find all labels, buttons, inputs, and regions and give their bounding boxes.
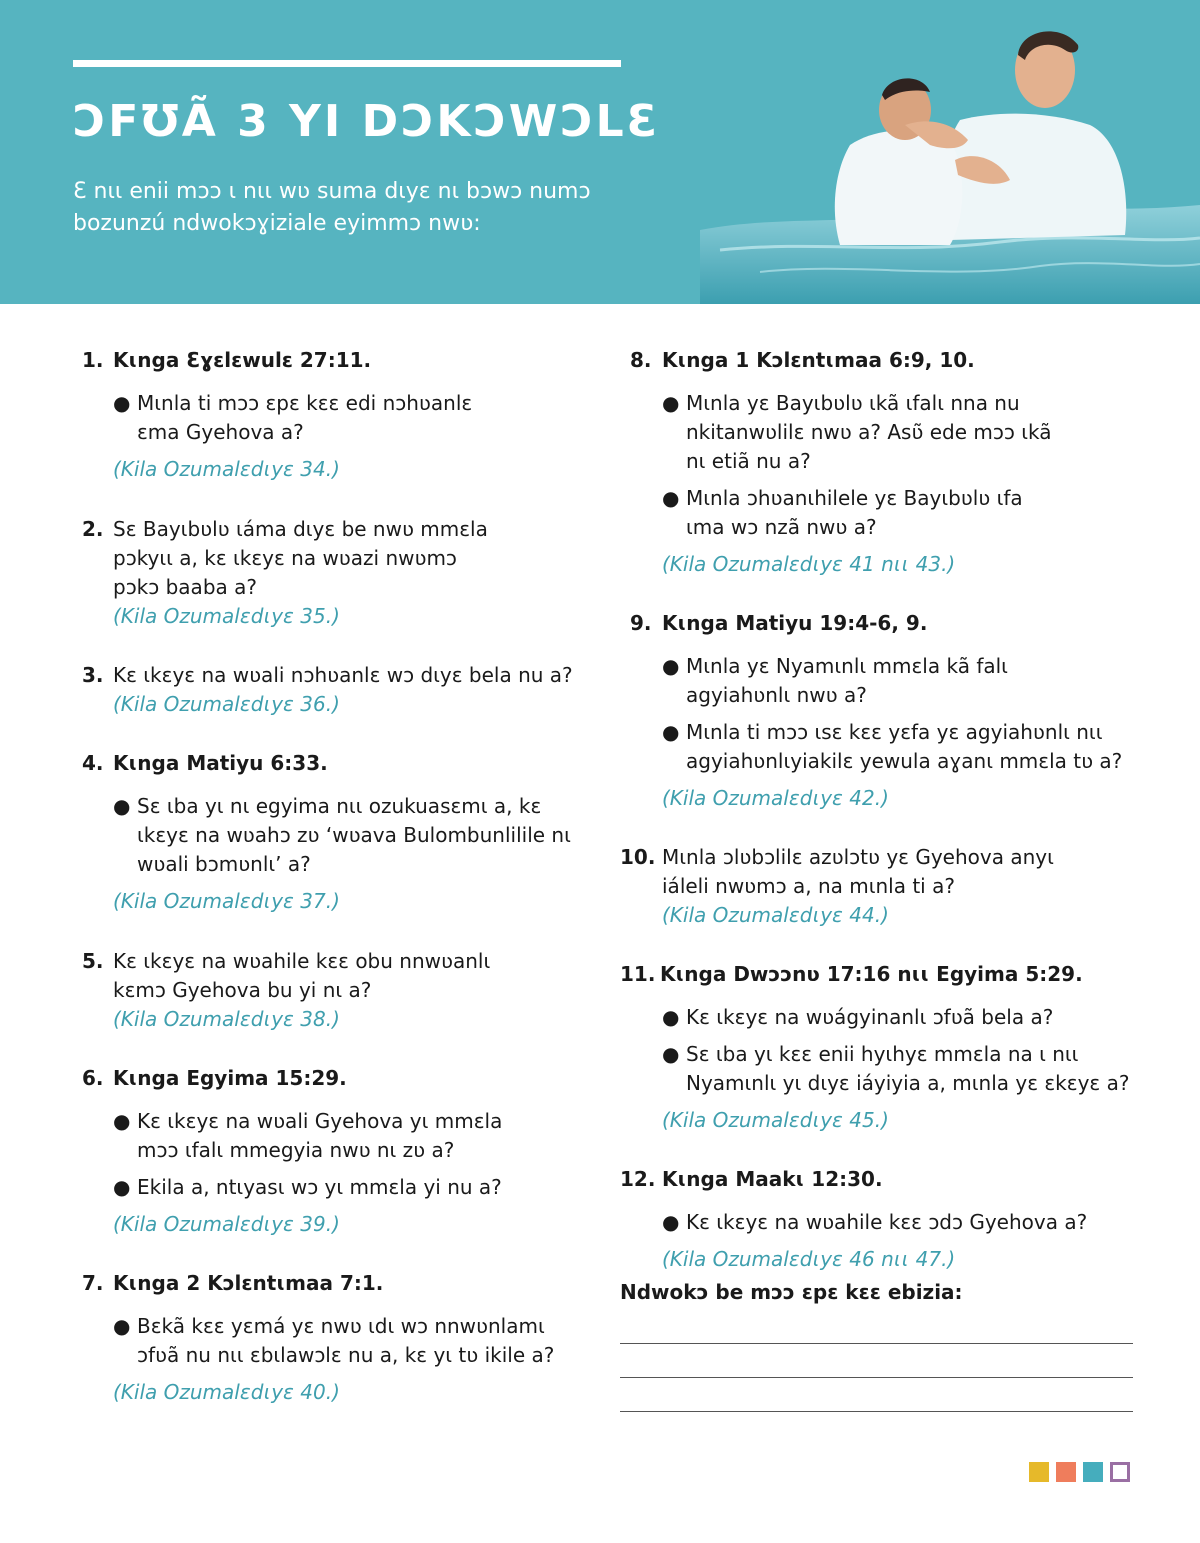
progress-squares bbox=[1029, 1462, 1130, 1482]
notes-label: Ndwokɔ be mɔɔ ɛpɛ kɛɛ ebizia: bbox=[620, 1280, 963, 1304]
square-filled-yellow bbox=[1029, 1462, 1049, 1482]
question-number: 6. bbox=[82, 1066, 104, 1090]
questions-column-right bbox=[620, 346, 1140, 1274]
scripture-heading: Kɩnga Matiyu 19:4-6, 9. bbox=[662, 611, 928, 635]
bullet-icon: ● bbox=[662, 391, 680, 415]
scripture-heading: Kɩnga 1 Kɔlɛntɩmaa 6:9, 10. bbox=[662, 348, 975, 372]
lesson-reference: (Kila Ozumalɛdɩyɛ 38.) bbox=[113, 1007, 340, 1031]
bullet-icon: ● bbox=[113, 1109, 131, 1133]
question-11 bbox=[620, 960, 1140, 1135]
question-7 bbox=[82, 1269, 592, 1407]
question-number: 3. bbox=[82, 663, 104, 687]
question-text: Kɛ ɩkɛyɛ na wʋali nɔhʋanlɛ wɔ dɩyɛ bela nu a? bbox=[113, 663, 573, 687]
question-number: 1. bbox=[82, 348, 104, 372]
question-1 bbox=[82, 346, 592, 484]
questions-column-left bbox=[82, 346, 592, 1407]
scripture-heading: Kɩnga 2 Kɔlɛntɩmaa 7:1. bbox=[113, 1271, 384, 1295]
lesson-reference: (Kila Ozumalɛdɩyɛ 39.) bbox=[113, 1212, 340, 1236]
question-number: 5. bbox=[82, 949, 104, 973]
question-number: 9. bbox=[630, 611, 652, 635]
lesson-reference: (Kila Ozumalɛdɩyɛ 41 nɩɩ 43.) bbox=[662, 552, 956, 576]
bullet-list bbox=[662, 1208, 1140, 1237]
question-number: 12. bbox=[620, 1167, 656, 1191]
bullet-icon: ● bbox=[113, 1175, 131, 1199]
list-item: ● Mɩnla yɛ Nyamɩnlɩ mmɛla kã falɩ agyiahʋnlɩ nwʋ a? bbox=[662, 654, 1008, 707]
question-number: 10. bbox=[620, 845, 656, 869]
question-10 bbox=[620, 843, 1082, 930]
question-number: 11. bbox=[620, 962, 656, 986]
list-item: ● Sɛ ɩba yɩ kɛɛ enii hyɩhyɛ mmɛla na ɩ nɩɩ Nyamɩnlɩ yɩ dɩyɛ iáyiyia a, mɩnla yɛ ɛkɛyɛ a? bbox=[662, 1042, 1130, 1095]
note-line bbox=[620, 1343, 1133, 1344]
scripture-heading: Kɩnga Ɛɣɛlɛwulɛ 27:11. bbox=[113, 348, 372, 372]
question-text: Mɩnla ɔlʋbɔlilɛ azʋlɔtʋ yɛ Gyehova anyɩ iáleli nwʋmɔ a, na mɩnla ti a? bbox=[662, 845, 1054, 898]
lesson-reference: (Kila Ozumalɛdɩyɛ 35.) bbox=[113, 604, 340, 628]
question-3 bbox=[82, 661, 592, 719]
notes-section bbox=[620, 1280, 1133, 1412]
question-number: 4. bbox=[82, 751, 104, 775]
lesson-reference: (Kila Ozumalɛdɩyɛ 34.) bbox=[113, 457, 340, 481]
bullet-icon: ● bbox=[662, 486, 680, 510]
title-rule bbox=[73, 60, 621, 67]
bullet-icon: ● bbox=[662, 720, 680, 744]
lesson-reference: (Kila Ozumalɛdɩyɛ 45.) bbox=[662, 1108, 889, 1132]
question-9 bbox=[620, 609, 1140, 813]
list-item: ● Kɛ ɩkɛyɛ na wʋahile kɛɛ ɔdɔ Gyehova a? bbox=[662, 1208, 1156, 1237]
question-number: 2. bbox=[82, 517, 104, 541]
lesson-reference: (Kila Ozumalɛdɩyɛ 36.) bbox=[113, 692, 340, 716]
lesson-reference: (Kila Ozumalɛdɩyɛ 37.) bbox=[113, 889, 340, 913]
question-12 bbox=[620, 1165, 1140, 1274]
lesson-reference: (Kila Ozumalɛdɩyɛ 46 nɩɩ 47.) bbox=[662, 1247, 956, 1271]
list-item: ● Kɛ ɩkɛyɛ na wʋali Gyehova yɩ mmɛla mɔɔ ɩfalɩ mmegyia nwʋ nɩ zʋ a? bbox=[113, 1109, 503, 1162]
question-8 bbox=[620, 346, 1140, 579]
lesson-reference: (Kila Ozumalɛdɩyɛ 42.) bbox=[662, 786, 889, 810]
note-line bbox=[620, 1377, 1133, 1378]
bullet-icon: ● bbox=[662, 654, 680, 678]
bullet-icon: ● bbox=[113, 391, 131, 415]
list-item: ● Sɛ ɩba yɩ nɩ egyima nɩɩ ozukuasɛmɩ a, kɛ ɩkɛyɛ na wʋahɔ zʋ ‘wʋava Bulombunlilile nɩ wʋali bɔmʋnlɩ’ a? bbox=[113, 794, 571, 876]
bullet-list bbox=[660, 1003, 1140, 1098]
square-filled-teal bbox=[1083, 1462, 1103, 1482]
bullet-icon: ● bbox=[113, 1314, 131, 1338]
scripture-heading: Kɩnga Dwɔɔnʋ 17:16 nɩɩ Egyima 5:29. bbox=[660, 962, 1083, 986]
question-number: 8. bbox=[630, 348, 652, 372]
question-text: Kɛ ɩkɛyɛ na wʋahile kɛɛ obu nnwʋanlɩ kɛmɔ Gyehova bu yi nɩ a? bbox=[113, 949, 491, 1002]
bullet-list bbox=[113, 389, 592, 447]
page-subtitle: Ɛ nɩɩ enii mɔɔ ɩ nɩɩ wʋ suma dɩyɛ nɩ bɔwɔ numɔ bozunzú ndwokɔɣiziale eyimmɔ nwʋ: bbox=[73, 179, 591, 236]
square-filled-orange bbox=[1056, 1462, 1076, 1482]
bullet-icon: ● bbox=[662, 1042, 680, 1066]
question-number: 7. bbox=[82, 1271, 104, 1295]
bullet-icon: ● bbox=[662, 1210, 680, 1234]
list-item: ● Mɩnla ti mɔɔ ɛpɛ kɛɛ edi nɔhʋanlɛ ɛma Gyehova a? bbox=[113, 391, 473, 444]
bullet-list bbox=[662, 652, 1140, 776]
lesson-reference: (Kila Ozumalɛdɩyɛ 44.) bbox=[662, 903, 889, 927]
lesson-reference: (Kila Ozumalɛdɩyɛ 40.) bbox=[113, 1380, 340, 1404]
page-title: ƆFƱÃ 3 YI DƆKƆWƆLƐ bbox=[73, 96, 661, 147]
list-item: ● Mɩnla ti mɔɔ ɩsɛ kɛɛ yɛfa yɛ agyiahʋnlɩ nɩɩ agyiahʋnlɩyiakilɛ yewula aɣanɩ mmɛla tʋ a? bbox=[662, 720, 1123, 773]
scripture-heading: Kɩnga Maakɩ 12:30. bbox=[662, 1167, 883, 1191]
question-5 bbox=[82, 947, 513, 1034]
header-banner bbox=[0, 0, 1200, 304]
question-4 bbox=[82, 749, 592, 916]
square-outline-purple bbox=[1110, 1462, 1130, 1482]
baptism-illustration bbox=[700, 0, 1200, 304]
bullet-list bbox=[662, 389, 1140, 542]
bullet-icon: ● bbox=[662, 1005, 680, 1029]
bullet-icon: ● bbox=[113, 794, 131, 818]
list-item: ● Mɩnla ɔhʋanɩhilele yɛ Bayɩbʋlʋ ɩfa ɩma wɔ nzã nwʋ a? bbox=[662, 486, 1023, 539]
bullet-list bbox=[113, 792, 592, 879]
list-item: ● Bɛkã kɛɛ yɛmá yɛ nwʋ ɩdɩ wɔ nnwʋnlamɩ ɔfʋã nu nɩɩ ɛbɩlawɔlɛ nu a, kɛ yɩ tʋ ikile a? bbox=[113, 1314, 555, 1367]
list-item: ● Ekila a, ntɩyasɩ wɔ yɩ mmɛla yi nu a? bbox=[113, 1173, 567, 1202]
scripture-heading: Kɩnga Matiyu 6:33. bbox=[113, 751, 328, 775]
question-text: Sɛ Bayɩbʋlʋ ɩáma dɩyɛ be nwʋ mmɛla pɔkyɩɩ a, kɛ ɩkɛyɛ na wʋazi nwʋmɔ pɔkɔ baaba a? bbox=[113, 517, 488, 599]
note-line bbox=[620, 1411, 1133, 1412]
bullet-list bbox=[113, 1107, 592, 1202]
scripture-heading: Kɩnga Egyima 15:29. bbox=[113, 1066, 347, 1090]
list-item: ● Mɩnla yɛ Bayɩbʋlʋ ɩkã ɩfalɩ nna nu nkitanwʋlilɛ nwʋ a? Asʋ̃ ede mɔɔ ɩkã nɩ etiã nu a? bbox=[662, 391, 1052, 473]
bullet-list bbox=[113, 1312, 592, 1370]
question-2 bbox=[82, 515, 503, 631]
list-item: ● Kɛ ɩkɛyɛ na wʋágyinanlɩ ɔfʋã bela a? bbox=[662, 1003, 1156, 1032]
question-6 bbox=[82, 1064, 592, 1239]
